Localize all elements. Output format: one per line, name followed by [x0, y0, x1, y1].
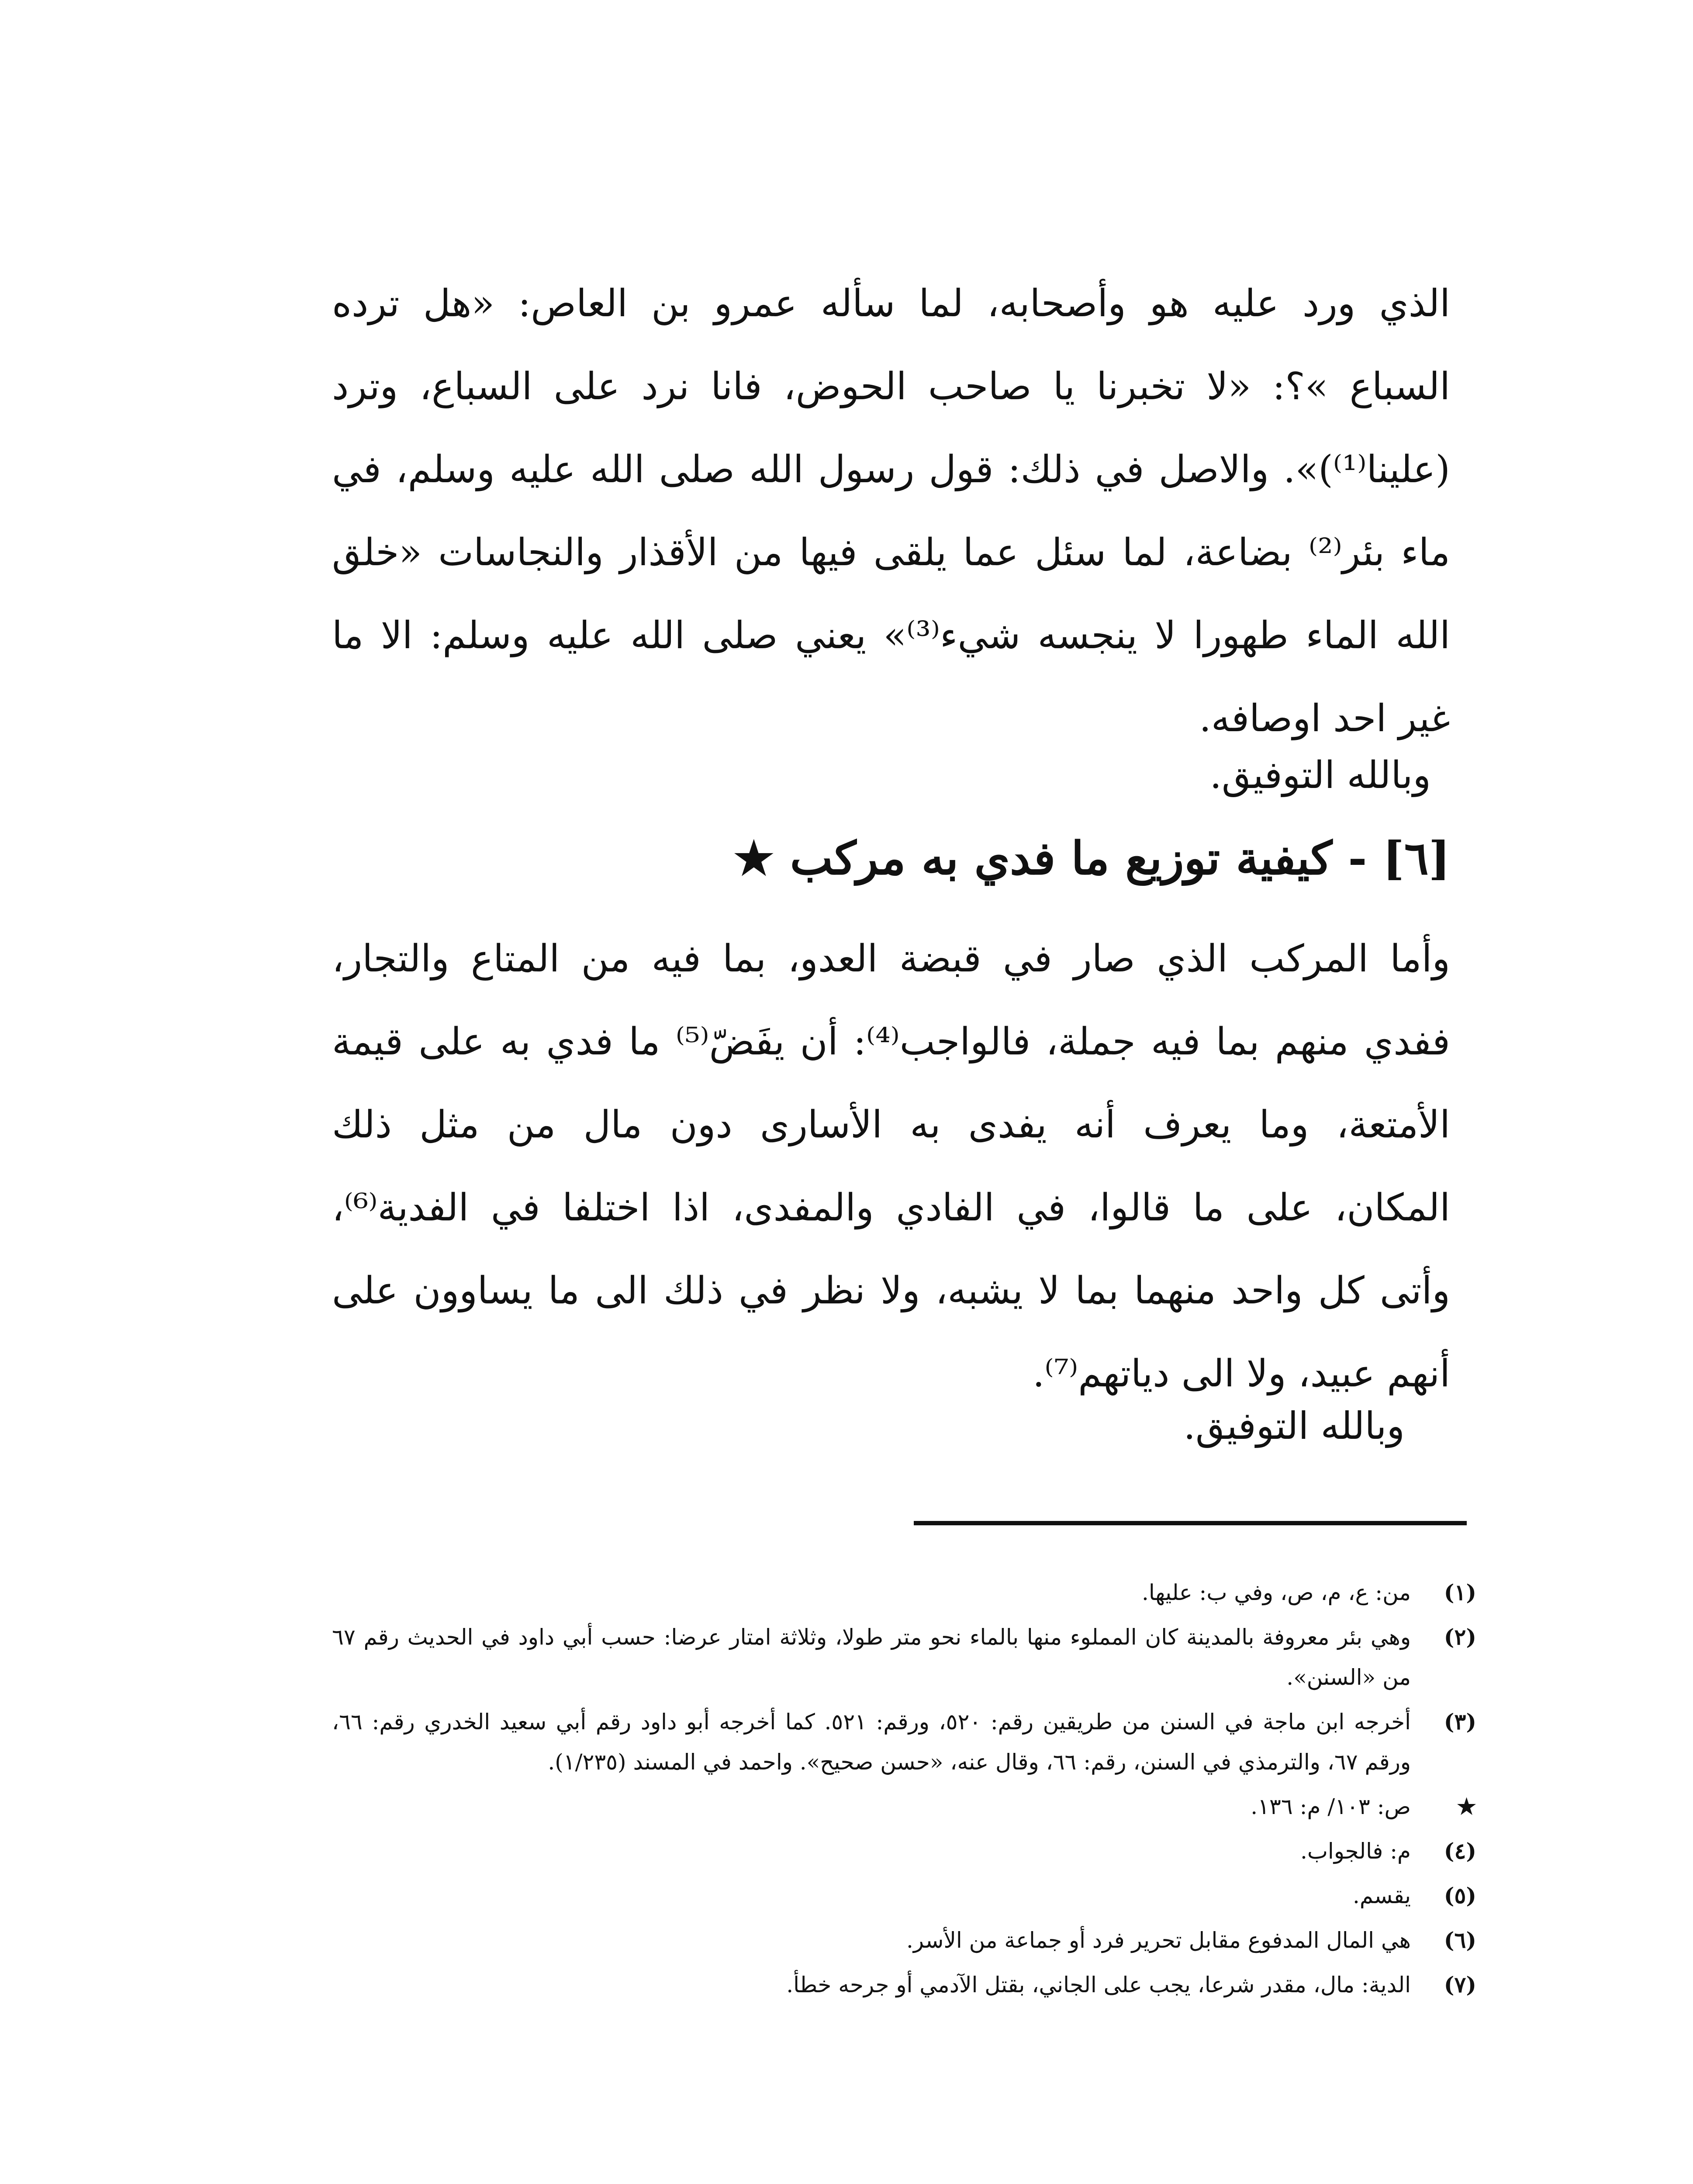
- section-heading: [٦] - كيفية توزيع ما فدي به مركب ★: [733, 831, 1450, 885]
- footnote-text: هي المال المدفوع مقابل تحرير فرد أو جماعة من الأسر.: [906, 1928, 1411, 1953]
- footnote-text: يقسم.: [1353, 1883, 1411, 1908]
- footnote-marker: ★: [1457, 1794, 1476, 1819]
- footnote-text: أخرجه ابن ماجة في السنن من طريقين رقم: ٥٢٠، ورقم: ٥٢١. كما أخرجه أبو داود رقم أبي سعيد الخدري رقم: ٦٦، ورقم ٦٧، والترمذي في السنن، رقم: ٦٦، وقال عنه، «حسن صحيح». واحمد في المسند (١/٢٣٥).: [332, 1709, 1411, 1775]
- paragraph-1-line: الله الماء طهورا لا ينجسه شيء⁽³⁾» يعني صلى الله عليه وسلم: الا ما: [332, 614, 1450, 657]
- footnote-text: وهي بئر معروفة بالمدينة كان المملوء منها بالماء نحو متر طولا، وثلاثة امتار عرضا: حسب أبي داود في الحديث رقم ٦٧ من «السنن».: [332, 1624, 1411, 1690]
- paragraph-2-line: المكان، على ما قالوا، في الفادي والمفدى، اذا اختلفا في الفدية⁽⁶⁾،: [332, 1186, 1450, 1230]
- paragraph-1-line: غير احد اوصافه.: [1199, 697, 1450, 740]
- footnote-marker: (٤): [1444, 1838, 1476, 1864]
- paragraph-1-line: (علينا⁽¹⁾)». والاصل في ذلك: قول رسول الله صلى الله عليه وسلم، في: [332, 448, 1450, 491]
- paragraph-2-line: ففدي منهم بما فيه جملة، فالواجب⁽⁴⁾: أن يفَضّ⁽⁵⁾ ما فدي به على قيمة: [332, 1020, 1450, 1064]
- paragraph-2-line: وأما المركب الذي صار في قبضة العدو، بما فيه من المتاع والتجار،: [332, 937, 1450, 981]
- footnote-text: من: ع، م، ص، وفي ب: عليها.: [1142, 1580, 1411, 1605]
- footnote-marker: (٧): [1444, 1972, 1476, 1997]
- footnote-1: [332, 1572, 1476, 1613]
- footnote-text: الدية: مال، مقدر شرعا، يجب على الجاني، بقتل الآدمي أو جرحه خطأ.: [786, 1972, 1411, 1997]
- footnote-separator: [914, 1521, 1467, 1525]
- paragraph-1-line: الذي ورد عليه هو وأصحابه، لما سأله عمرو بن العاص: «هل ترده: [332, 282, 1450, 325]
- footnotes-list: [332, 1572, 1476, 2009]
- closing-phrase-2: وبالله التوفيق.: [1183, 1404, 1405, 1448]
- footnote-4: [332, 1831, 1476, 1871]
- paragraph-2-line: وأتى كل واحد منهما بما لا يشبه، ولا نظر في ذلك الى ما يساوون على: [332, 1269, 1450, 1313]
- paragraph-2: [332, 917, 1450, 1415]
- footnote-6: [332, 1920, 1476, 1960]
- paragraph-1-line: السباع »؟: «لا تخبرنا يا صاحب الحوض، فانا نرد على السباع، وترد: [332, 365, 1450, 408]
- footnote-text: ص: ١٠٣/ م: ١٣٦.: [1251, 1794, 1411, 1819]
- paragraph-1: [332, 262, 1450, 760]
- paragraph-2-line: الأمتعة، وما يعرف أنه يفدى به الأسارى دون مال من مثل ذلك: [332, 1103, 1450, 1147]
- footnote-7: [332, 1965, 1476, 2005]
- footnote-marker: (٥): [1444, 1883, 1476, 1908]
- footnote-3: [332, 1702, 1476, 1782]
- footnote-marker: (٢): [1444, 1624, 1476, 1650]
- paragraph-2-line: أنهم عبيد، ولا الى دياتهم⁽⁷⁾.: [1033, 1352, 1450, 1396]
- footnote-marker: (٣): [1444, 1709, 1476, 1735]
- footnote-marker: (٦): [1444, 1927, 1476, 1953]
- paragraph-1-line: ماء بئر⁽²⁾ بضاعة، لما سئل عما يلقى فيها من الأقذار والنجاسات «خلق: [332, 531, 1450, 574]
- footnote-marker: (١): [1444, 1579, 1476, 1605]
- closing-phrase-1: وبالله التوفيق.: [1209, 753, 1431, 797]
- footnote-text: م: فالجواب.: [1300, 1838, 1411, 1864]
- footnote-5: [332, 1876, 1476, 1916]
- footnote-2: [332, 1617, 1476, 1697]
- footnote-star: [332, 1787, 1476, 1827]
